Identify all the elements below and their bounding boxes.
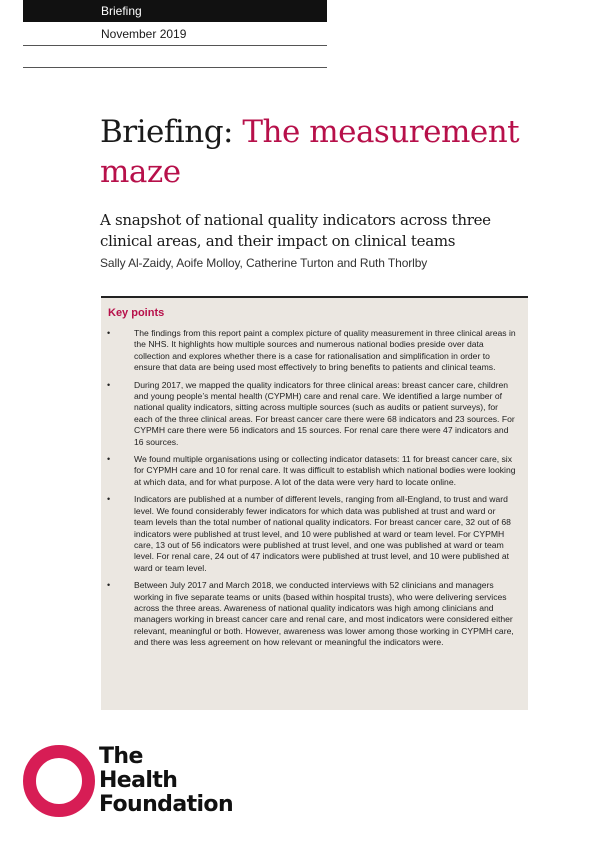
logo-line-3: Foundation [99,792,234,817]
key-point-item [101,580,528,648]
bullet-icon: • [107,328,111,338]
document-type-label: Briefing [101,4,142,18]
logo-line-1: The [99,744,143,769]
key-point-text: Between July 2017 and March 2018, we conducted interviews with 52 clinicians and managers working in five separate teams or units (based within hospital trusts), who were delivering services across the three areas. Awareness of national quality indicators was high among clinicians and managers working in breast cancer care and renal care, and most indicators were considered either relevant, meaningful or both. However, awareness was lower among those working in CYPMH care, and there was less agreement on how relevant or meaningful the indicators were. [134,580,514,648]
logo-line-2: Health [99,768,178,793]
key-point-item [101,328,528,374]
key-point-item [101,380,528,448]
key-point-text: We found multiple organisations using or collecting indicator datasets: 11 for breast cancer care, six for CYPMH care and 10 for renal care. It was difficult to establish which national bodies were looking at which data, and for what purpose. A lot of the data were very hard to locate online. [134,454,516,487]
key-points-heading: Key points [108,307,165,319]
bullet-icon: • [107,494,111,505]
bullet-icon: • [107,580,111,591]
header-divider [23,45,327,46]
page-subtitle: A snapshot of national quality indicators across three clinical areas, and their impact on clinical teams [100,211,491,250]
publication-date: November 2019 [101,27,187,41]
logo-ring-icon [23,745,95,817]
key-point-item [101,454,528,488]
key-point-text: Indicators are published at a number of different levels, ranging from all-England, to trust and ward level. We found considerably fewer indicators for which data was published at trust and ward or team levels than the total number of national quality indicators. For breast cancer care, 32 out of 68 indicators were published at trust level, and 10 were published at ward or team level. For CYPMH care, 13 out of 56 indicators were published at trust level, and one was published at ward or team level. For renal care, 24 out of 47 indicators were published at trust level, and 10 were published at ward or team level. [134,494,511,573]
key-points-box [101,296,528,710]
health-foundation-logo [23,745,253,820]
title-lead: Briefing: [100,114,243,150]
bullet-icon: • [107,379,111,390]
document-type-bar [23,0,327,22]
page-title [100,112,520,192]
key-point-text: During 2017, we mapped the quality indicators for three clinical areas: breast cancer care, children and young people’s mental health (CYPMH) care and renal care. We identified a large number of national quality indicators, sitting across multiple sources (such as audits or patient surveys), for each of the three clinical areas. For breast cancer care there were 68 indicators and 23 sources. For CYPMH care there were 56 indicators and 15 sources. For renal care there were 47 indicators and 16 sources. [134,379,515,447]
bullet-icon: • [107,454,111,465]
key-point-text: The findings from this report paint a complex picture of quality measurement in three clinical areas in the NHS. It highlights how multiple sources and numerous national bodies preside over data collection and explores whether there is a case for rationalisation and simplification in order to ensure that data are being used most effectively to bring benefits to patients and clinical teams. [134,328,516,373]
logo-wordmark [99,745,233,817]
authors: Sally Al-Zaidy, Aoife Molloy, Catherine Turton and Ruth Thorlby [100,256,428,270]
key-points-list [101,328,528,655]
key-point-item [101,494,528,574]
header-rule [23,67,327,68]
title-accent: The measurement maze [100,114,520,190]
